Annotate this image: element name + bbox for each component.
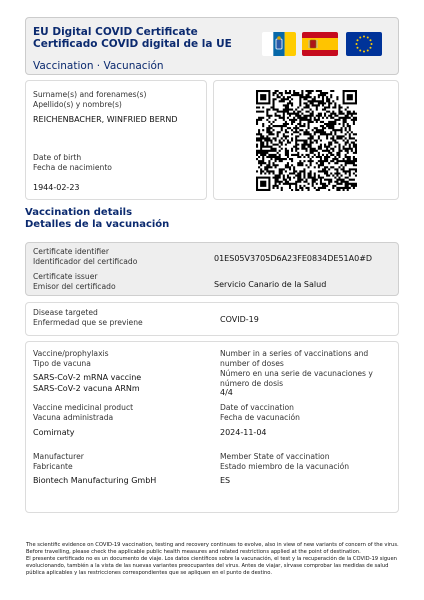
dob-label-english: Date of birth — [33, 153, 82, 162]
qr-card — [213, 80, 399, 200]
name-label — [33, 90, 146, 110]
vaccine-type — [33, 372, 141, 394]
disease-label-spanish: Enfermedad que se previene — [33, 318, 143, 327]
issuer-label-spanish: Emisor del certificado — [33, 282, 116, 291]
vaccination-details-card — [25, 341, 399, 513]
name-label-spanish: Apellido(s) y nombre(s) — [33, 100, 122, 109]
medicinal-product-label — [33, 403, 133, 423]
dose-label-spanish: Número en una serie de vacunaciones y número de dosis — [220, 369, 373, 388]
holder-card — [25, 80, 207, 200]
qr-finder-pattern — [343, 90, 357, 104]
vaccine-type-spanish: SARS-CoV-2 vacuna ARNm — [33, 384, 140, 393]
issuer-label-english: Certificate issuer — [33, 272, 98, 281]
certificate-info-card — [25, 242, 399, 296]
disclaimer-footer — [26, 542, 400, 577]
title-spanish: Certificado COVID digital de la UE — [33, 38, 232, 50]
product-label-english: Vaccine medicinal product — [33, 403, 134, 412]
eu-flag-icon — [346, 32, 382, 56]
medicinal-product: Comirnaty — [33, 428, 75, 437]
certificate-type: Vaccination · Vacunación — [33, 60, 164, 72]
disclaimer-english: The scientific evidence on COVID-19 vaccination, testing and recovery continues to evolve, also in view of new variants of concern of the virus. Before travelling, please check the applicable public health measures and related restrictions applied at the point of destination. — [26, 542, 399, 555]
certificate-title — [33, 26, 232, 50]
spain-flag-icon — [302, 32, 338, 56]
heading-spanish: Detalles de la vacunación — [25, 219, 170, 230]
dose-number: 4/4 — [220, 388, 233, 397]
title-english: EU Digital COVID Certificate — [33, 26, 198, 38]
canary-islands-flag-icon — [262, 32, 296, 56]
disease-card — [25, 302, 399, 336]
state-label-spanish: Estado miembro de la vacunación — [220, 462, 350, 471]
certificate-id-label-spanish: Identificador del certificado — [33, 257, 138, 266]
vaccine-type-english: SARS-CoV-2 mRNA vaccine — [33, 373, 142, 382]
manufacturer-label-spanish: Fabricante — [33, 462, 73, 471]
vaccine-type-label-english: Vaccine/prophylaxis — [33, 349, 109, 358]
heading-english: Vaccination details — [25, 207, 133, 218]
qr-code — [256, 90, 357, 191]
vaccination-date: 2024-11-04 — [220, 428, 267, 437]
name-label-english: Surname(s) and forenames(s) — [33, 90, 147, 99]
vaccine-type-label — [33, 349, 109, 369]
vaccination-details-heading — [25, 207, 169, 231]
certificate-issuer-label — [33, 272, 116, 292]
manufacturer-label-english: Manufacturer — [33, 452, 84, 461]
certificate-id-label — [33, 247, 137, 267]
state-label-english: Member State of vaccination — [220, 452, 330, 461]
dose-number-label — [220, 349, 392, 389]
vaccination-date-label — [220, 403, 300, 423]
date-of-birth: 1944-02-23 — [33, 183, 80, 192]
product-label-spanish: Vacuna administrada — [33, 413, 114, 422]
qr-finder-pattern — [256, 177, 270, 191]
date-label-spanish: Fecha de vacunación — [220, 413, 300, 422]
manufacturer-label — [33, 452, 84, 472]
disease-label — [33, 308, 143, 328]
certificate-issuer: Servicio Canario de la Salud — [214, 280, 327, 289]
dob-label-spanish: Fecha de nacimiento — [33, 163, 112, 172]
vaccine-type-label-spanish: Tipo de vacuna — [33, 359, 91, 368]
member-state: ES — [220, 476, 231, 485]
disease-targeted: COVID-19 — [220, 315, 259, 324]
certificate-id: 01ES05V3705D6A23FE0834DE51A0#D — [214, 254, 373, 263]
manufacturer: Biontech Manufacturing GmbH — [33, 476, 157, 485]
disclaimer-spanish: El presente certificado no es un documento de viaje. Los datos científicos sobre la vacunación, el test y la recuperación de la COVID-19 siguen evolucionando, también a la vista de las nuevas variantes preocupantes del virus. Antes de viajar, sírvase comprobar las medidas de salud pública aplicables y las restricciones correspondientes que se apliquen en el punto de destino. — [26, 556, 397, 576]
member-state-label — [220, 452, 349, 472]
qr-finder-pattern — [256, 90, 270, 104]
certificate-id-label-english: Certificate identifier — [33, 247, 109, 256]
date-label-english: Date of vaccination — [220, 403, 294, 412]
holder-name: REICHENBACHER, WINFRIED BERND — [33, 115, 178, 124]
disease-label-english: Disease targeted — [33, 308, 98, 317]
certificate-header — [25, 17, 399, 75]
dose-label-english: Number in a series of vaccinations and number of doses — [220, 349, 369, 368]
dob-label — [33, 153, 112, 173]
